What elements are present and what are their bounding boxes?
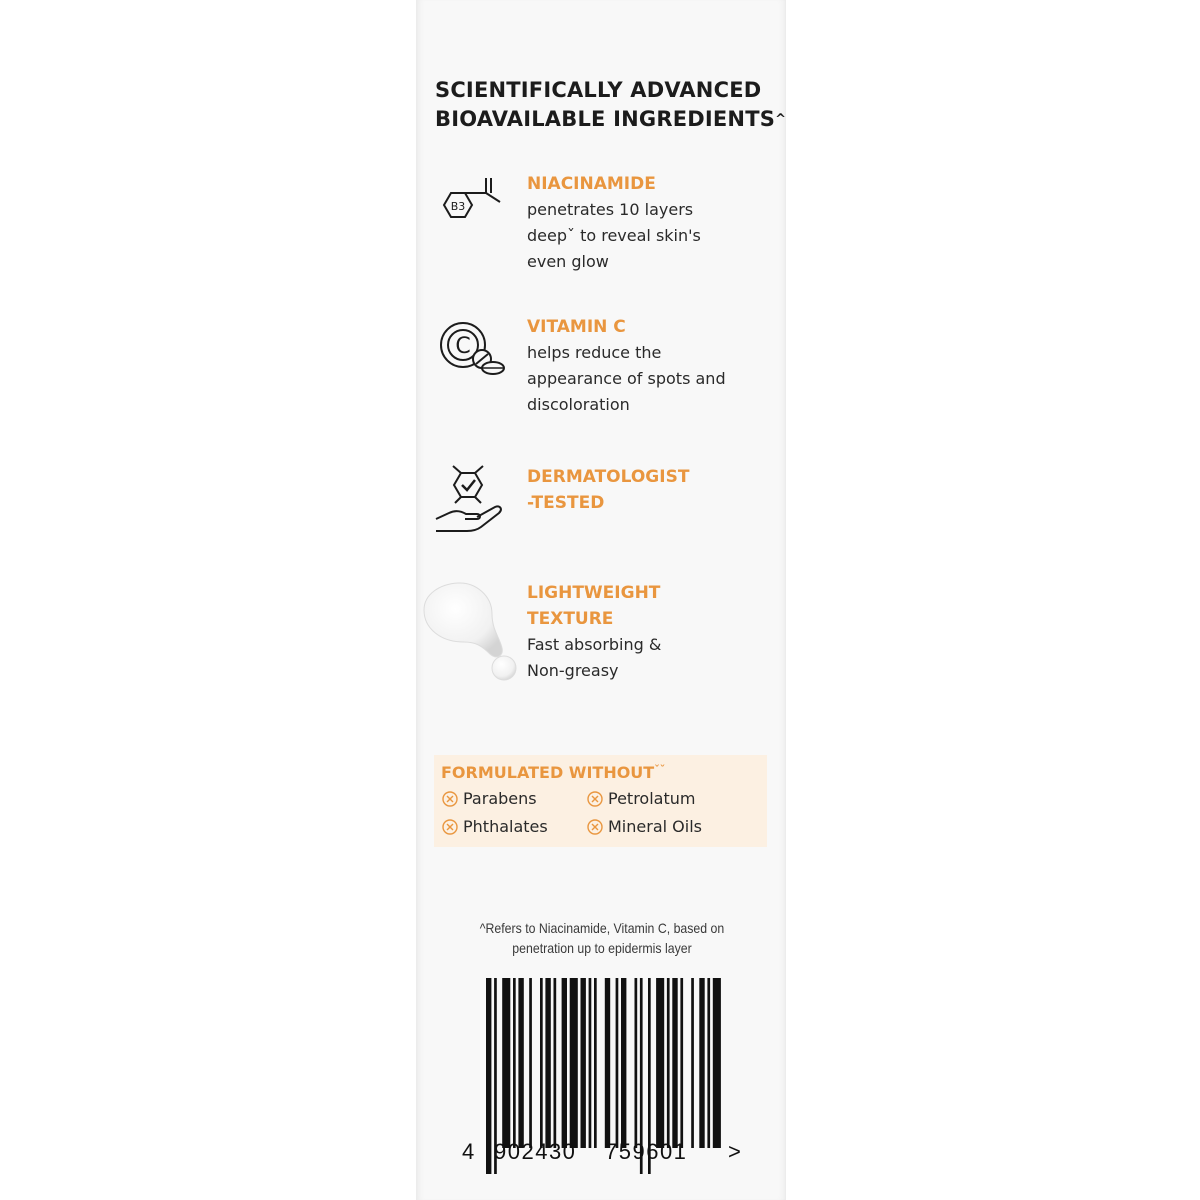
feature-desc-line: appearance of spots and [527, 369, 726, 388]
feature-title: DERMATOLOGIST [527, 467, 690, 487]
feature-title: TEXTURE [527, 609, 614, 629]
feature-title: VITAMIN C [527, 317, 626, 337]
x-circle-icon [587, 819, 603, 835]
feature-title: LIGHTWEIGHT [527, 583, 661, 603]
b3-label: B3 [450, 200, 466, 213]
feature-niacinamide [527, 171, 777, 275]
x-circle-icon [442, 791, 458, 807]
footnote [459, 918, 744, 958]
droplet-icon [420, 580, 520, 685]
barcode-bar [570, 978, 578, 1148]
vitamin-c-pill-icon [437, 318, 507, 378]
feature-desc-line: Non-greasy [527, 661, 619, 680]
footnote-line: penetration up to epidermis layer [512, 940, 692, 956]
feature-dermatologist-tested [527, 464, 777, 516]
barcode-bar [545, 978, 550, 1148]
barcode-bar [581, 978, 586, 1148]
barcode-bar [540, 978, 543, 1148]
footnote-line: ^Refers to Niacinamide, Vitamin C, based on [479, 920, 725, 936]
barcode-bar [605, 978, 610, 1148]
feature-title: NIACINAMIDE [527, 174, 656, 194]
excluded-ingredient: Mineral Oils [587, 817, 702, 836]
excluded-ingredient: Parabens [442, 789, 537, 808]
barcode-bar [672, 978, 677, 1148]
feature-desc-line: discoloration [527, 395, 630, 414]
vitamin-c-letter: C [455, 334, 471, 359]
barcode-bar [589, 978, 592, 1148]
barcode-bar [680, 978, 683, 1148]
barcode-bar [529, 978, 532, 1148]
barcode-bar [554, 978, 557, 1148]
barcode-bar [699, 978, 704, 1148]
feature-lightweight-texture [527, 580, 777, 684]
barcode-bar [486, 978, 491, 1174]
headline [435, 76, 787, 134]
x-circle-icon [442, 819, 458, 835]
barcode-bar [667, 978, 670, 1148]
excluded-ingredient: Phthalates [442, 817, 548, 836]
barcode-bar [691, 978, 694, 1148]
barcode-bar [518, 978, 523, 1148]
headline-caret-mark: ^ [775, 112, 787, 127]
x-circle-icon [587, 791, 603, 807]
barcode-right-digits: 759601 [605, 1139, 688, 1164]
barcode-bar [707, 978, 710, 1148]
barcode-bar [513, 978, 516, 1148]
barcode-bar [635, 978, 638, 1148]
b3-molecule-icon [436, 174, 506, 236]
feature-desc-line: helps reduce the [527, 343, 662, 362]
barcode-end-mark: > [728, 1139, 741, 1164]
excluded-ingredient: Petrolatum [587, 789, 695, 808]
barcode-first-digit: 4 [462, 1139, 475, 1164]
headline-line-2: BIOAVAILABLE INGREDIENTS [435, 107, 776, 131]
formulated-without-panel [434, 755, 767, 847]
feature-vitamin-c [527, 314, 777, 418]
feature-title: -TESTED [527, 493, 605, 513]
barcode-bar [616, 978, 619, 1148]
feature-desc-line: Fast absorbing & [527, 635, 662, 654]
barcode-bar [713, 978, 721, 1148]
barcode-bar [621, 978, 626, 1148]
formulated-without-mark: ˇˇ [654, 763, 666, 776]
feature-desc-line: deepˇ to reveal skin's [527, 226, 701, 245]
barcode-bar [656, 978, 664, 1148]
barcode-bar [502, 978, 510, 1148]
hand-molecule-check-icon [433, 463, 508, 535]
barcode-bar [562, 978, 567, 1148]
headline-line-1: SCIENTIFICALLY ADVANCED [435, 78, 762, 102]
barcode-left-digits: 902430 [494, 1139, 577, 1164]
barcode-bar [594, 978, 597, 1148]
feature-desc-line: penetrates 10 layers [527, 200, 694, 219]
formulated-without-title: FORMULATED $WITHOUT^{ˇˇ}$ [441, 763, 666, 782]
feature-desc-line: even glow [527, 252, 609, 271]
